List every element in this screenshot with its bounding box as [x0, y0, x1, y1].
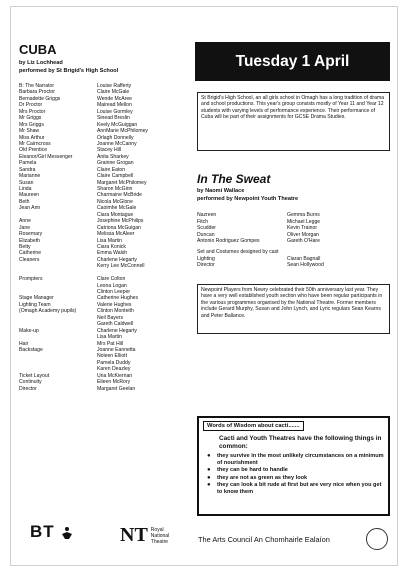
cast-actor: Neil Bayers — [97, 314, 124, 321]
cast-actor: Pamela Duddy — [97, 359, 131, 366]
cast-actor: Clinton Monteith — [97, 308, 134, 315]
cast-actor: Claire McGale — [97, 89, 130, 96]
cast-role: Antonio Rodriguez Gompes — [197, 238, 260, 244]
cast-actor: Lisa Martin — [97, 334, 122, 341]
cast-role: Scudder — [197, 225, 216, 231]
wisdom-item-text: they can look a bit rude at first but are very nice when you get to know them — [217, 481, 382, 496]
cuba-performed-by: performed by St Brigid's High School — [19, 68, 119, 74]
nt-logo-mark: NT — [120, 524, 148, 546]
cast-actor: Stacey Hill — [97, 147, 122, 154]
nt-text-3: Theatre — [150, 538, 169, 545]
cast-row — [197, 238, 320, 245]
newpoint-text: Newpoint Players from Newry celebrated their 50th anniversary last year. They have a very well established youth section who have been regular participants in the various programmes organised by the National Theatre. Former members include Gerard Murphy, Susan and John Lynch, and Lyric regulars Sean Kearns and Peter Ballance. — [201, 287, 383, 319]
cast-actor: Mairead Mellon — [97, 102, 132, 109]
nt-logo-text — [151, 527, 169, 545]
cast-actor: Clare Colton — [97, 276, 126, 283]
cast-actor: Karen Deazley — [97, 366, 131, 373]
school-intro-box — [197, 92, 390, 151]
wisdom-item-text: they can be hard to handle — [217, 467, 288, 474]
bt-logo-text: BT — [30, 522, 55, 541]
sweat-cast-list — [197, 212, 320, 245]
cast-actor: Ciara Montague — [97, 211, 134, 218]
crew-section — [197, 249, 324, 269]
cast-role: Lighting Team — [19, 301, 51, 308]
cast-role: Mrs Griggs — [19, 121, 44, 128]
cast-actor: Kerry Lee McConnell — [97, 263, 145, 270]
cast-row — [19, 386, 187, 392]
sweat-byline: by Naomi Wallace — [197, 188, 245, 194]
cast-role: Prompters — [19, 276, 43, 283]
cast-role: Mrs Proctor — [19, 108, 46, 115]
national-theatre-logo — [120, 524, 169, 547]
cast-role: Hair — [19, 340, 29, 347]
cast-actor: Louise Gormley — [97, 108, 133, 115]
cast-role: Duncan — [197, 231, 215, 238]
cast-role: Linda — [19, 186, 32, 192]
cast-role: Bernadette Griggs — [19, 95, 61, 102]
nt-text-2: National — [150, 532, 170, 539]
crew-role: Director — [197, 262, 215, 268]
cast-role: Dr Proctor — [19, 102, 43, 109]
cast-role: Miss Arthur — [19, 134, 45, 141]
cast-role: Mr Griggs — [19, 115, 42, 122]
cast-actor: Margaret McPhilomey — [97, 179, 147, 186]
wisdom-heading: Words of Wisdom about cacti....... — [203, 421, 304, 431]
cast-actor: Grainne Grogan — [97, 160, 134, 167]
cast-role: Barbara Proctor — [19, 89, 55, 96]
cast-role: Susan — [19, 179, 34, 186]
cast-role: Ticket Layout — [19, 372, 50, 379]
cast-actor: Ciara Konick — [97, 243, 126, 250]
cast-role: (Omagh Academy pupils) — [19, 308, 77, 315]
cast-role: Elizabeth — [19, 237, 40, 244]
cast-actor: Leona Logan — [97, 282, 127, 289]
cuba-byline: by Liz Lochhead — [19, 60, 63, 66]
crew-row — [197, 262, 324, 269]
arts-council-seal-icon — [366, 528, 388, 550]
cast-actor: Claire Eaton — [97, 166, 126, 173]
cast-role: Sandra — [19, 166, 36, 173]
wisdom-item-text: they survive in the most unlikely circumstances on a minimum of nourishment — [217, 453, 384, 467]
play-title-cuba: CUBA — [19, 42, 57, 57]
cast-actor: Una McKiernan — [97, 372, 133, 379]
cast-actor: Melissa McAleer — [97, 231, 135, 238]
cast-actor: Kevin Trainor — [287, 225, 318, 231]
wisdom-item — [207, 475, 387, 482]
cast-actor: Keely McGuiggan — [97, 121, 138, 128]
bullet-icon: ● — [207, 474, 211, 481]
cast-role: Anne — [19, 218, 31, 225]
crew-name: Sean Hollywood — [287, 262, 324, 268]
cast-role: Stage Manager — [19, 295, 54, 302]
cast-role: Backstage — [19, 346, 43, 353]
cast-actor: Charlene Hegarty — [97, 256, 137, 263]
cast-role: Old Prentice — [19, 147, 48, 154]
cast-actor: Joanne Eannetta — [97, 346, 136, 353]
cast-actor: Charmaine McBride — [97, 192, 143, 199]
cast-actor: Sinead Breslin — [97, 115, 130, 122]
wisdom-item — [207, 453, 387, 467]
cast-actor: Catriona McGuigan — [97, 224, 141, 231]
cast-actor: AnnMarie McPhilomey — [97, 128, 148, 135]
cast-role: Jane — [19, 224, 31, 231]
bullet-icon: ● — [207, 453, 211, 459]
crew-heading: Set and Costumes designed by cast — [197, 249, 279, 255]
cast-role: Eleanor/Girl Messenger — [19, 153, 73, 160]
crew-role: Lighting — [197, 255, 215, 262]
cast-actor: Gareth O'Hare — [287, 238, 320, 244]
wisdom-item — [207, 482, 387, 496]
cast-actor: Eileen McRory — [97, 379, 131, 386]
cast-role: Fitch — [197, 218, 209, 225]
cast-actor: Gemma Burns — [287, 212, 320, 218]
cast-role: Catherine — [19, 250, 42, 257]
cast-role: Pamela — [19, 160, 37, 167]
cast-role: Beth — [19, 198, 30, 205]
cast-role: Rosemary — [19, 231, 43, 238]
wisdom-item-text: they are not as green as they look — [217, 474, 308, 481]
cast-actor: Valerie Hughes — [97, 301, 132, 308]
cast-role: Betty — [19, 243, 31, 250]
cast-role: Nazreen — [197, 212, 217, 218]
play-title-in-the-sweat: In The Sweat — [197, 172, 271, 186]
bullet-icon: ● — [207, 467, 211, 474]
cast-actor: Charlene Hegarty — [97, 327, 137, 334]
cast-actor: Lisa Martin — [97, 237, 122, 244]
bt-logo — [30, 522, 74, 542]
newpoint-box — [197, 284, 390, 334]
nt-text-1: Royal — [150, 526, 164, 533]
cast-role: Mr Cairncross — [19, 140, 51, 147]
wisdom-item — [207, 467, 387, 474]
cast-actor: Oliver Morgan — [287, 231, 319, 238]
school-intro-text: St Brigid's High School, an all girls school in Omagh has a long tradition of drama and school productions. This year's group consists mostly of Year 11 and Year 12 students with varying levels of performance experience. Their performance of Cuba will be part of their assignments for GCSE Drama Studies. — [201, 95, 385, 121]
cast-role: Jean Ann — [19, 205, 41, 212]
cuba-cast-list — [19, 83, 187, 392]
bt-piper-icon — [60, 526, 74, 540]
cast-role: Cleaners — [19, 256, 40, 263]
cast-actor: Caoimhe McGale — [97, 205, 137, 212]
cast-role: Continuity — [19, 379, 42, 386]
cast-actor: Wende McAree — [97, 95, 133, 102]
cast-actor: Michael Legge — [287, 218, 321, 225]
date-banner: Tuesday 1 April — [195, 42, 390, 81]
cast-actor: Noleen Elliott — [97, 353, 128, 360]
cast-actor: Nicola McGlone — [97, 198, 133, 205]
cast-actor: Mrs Pat Hill — [97, 340, 124, 347]
cast-actor: Joanne McCanny — [97, 140, 137, 147]
crew-name: Ciaran Bagnall — [287, 255, 321, 262]
cast-actor: Claire Campbell — [97, 173, 134, 180]
cast-actor: Sharon McGinn — [97, 186, 133, 192]
cast-role: Maureen — [19, 192, 40, 199]
bullet-icon: ● — [207, 481, 211, 488]
cast-actor: Catherine Hughes — [97, 295, 139, 302]
cast-role: Make-up — [19, 327, 39, 334]
cast-role: Marianne — [19, 173, 41, 180]
arts-council-credit: The Arts Council An Chomhairle Ealaíon — [198, 535, 330, 544]
cast-actor: Clinton Leeper — [97, 289, 131, 295]
wisdom-intro: Cacti and Youth Theatres have the following things in common: — [219, 435, 382, 450]
cast-actor: Josephine McPhilips — [97, 218, 144, 225]
cast-actor: Anita Sharkey — [97, 153, 129, 160]
cast-role: Mr Shaw — [19, 128, 40, 135]
cast-actor: Margaret Geelan — [97, 385, 136, 392]
cast-role: Director — [19, 385, 37, 392]
sweat-performed-by: performed by Newpoint Youth Theatre — [197, 196, 299, 202]
cast-actor: Louise Rafferty — [97, 83, 132, 89]
wisdom-box — [197, 416, 390, 516]
cast-actor: Orlagh Donnelly — [97, 134, 134, 141]
cast-actor: Emma Walsh — [97, 250, 128, 257]
cast-role: B: The Narrator — [19, 83, 55, 89]
cast-actor: Gareth Caldwell — [97, 321, 134, 328]
wisdom-list — [207, 453, 387, 496]
